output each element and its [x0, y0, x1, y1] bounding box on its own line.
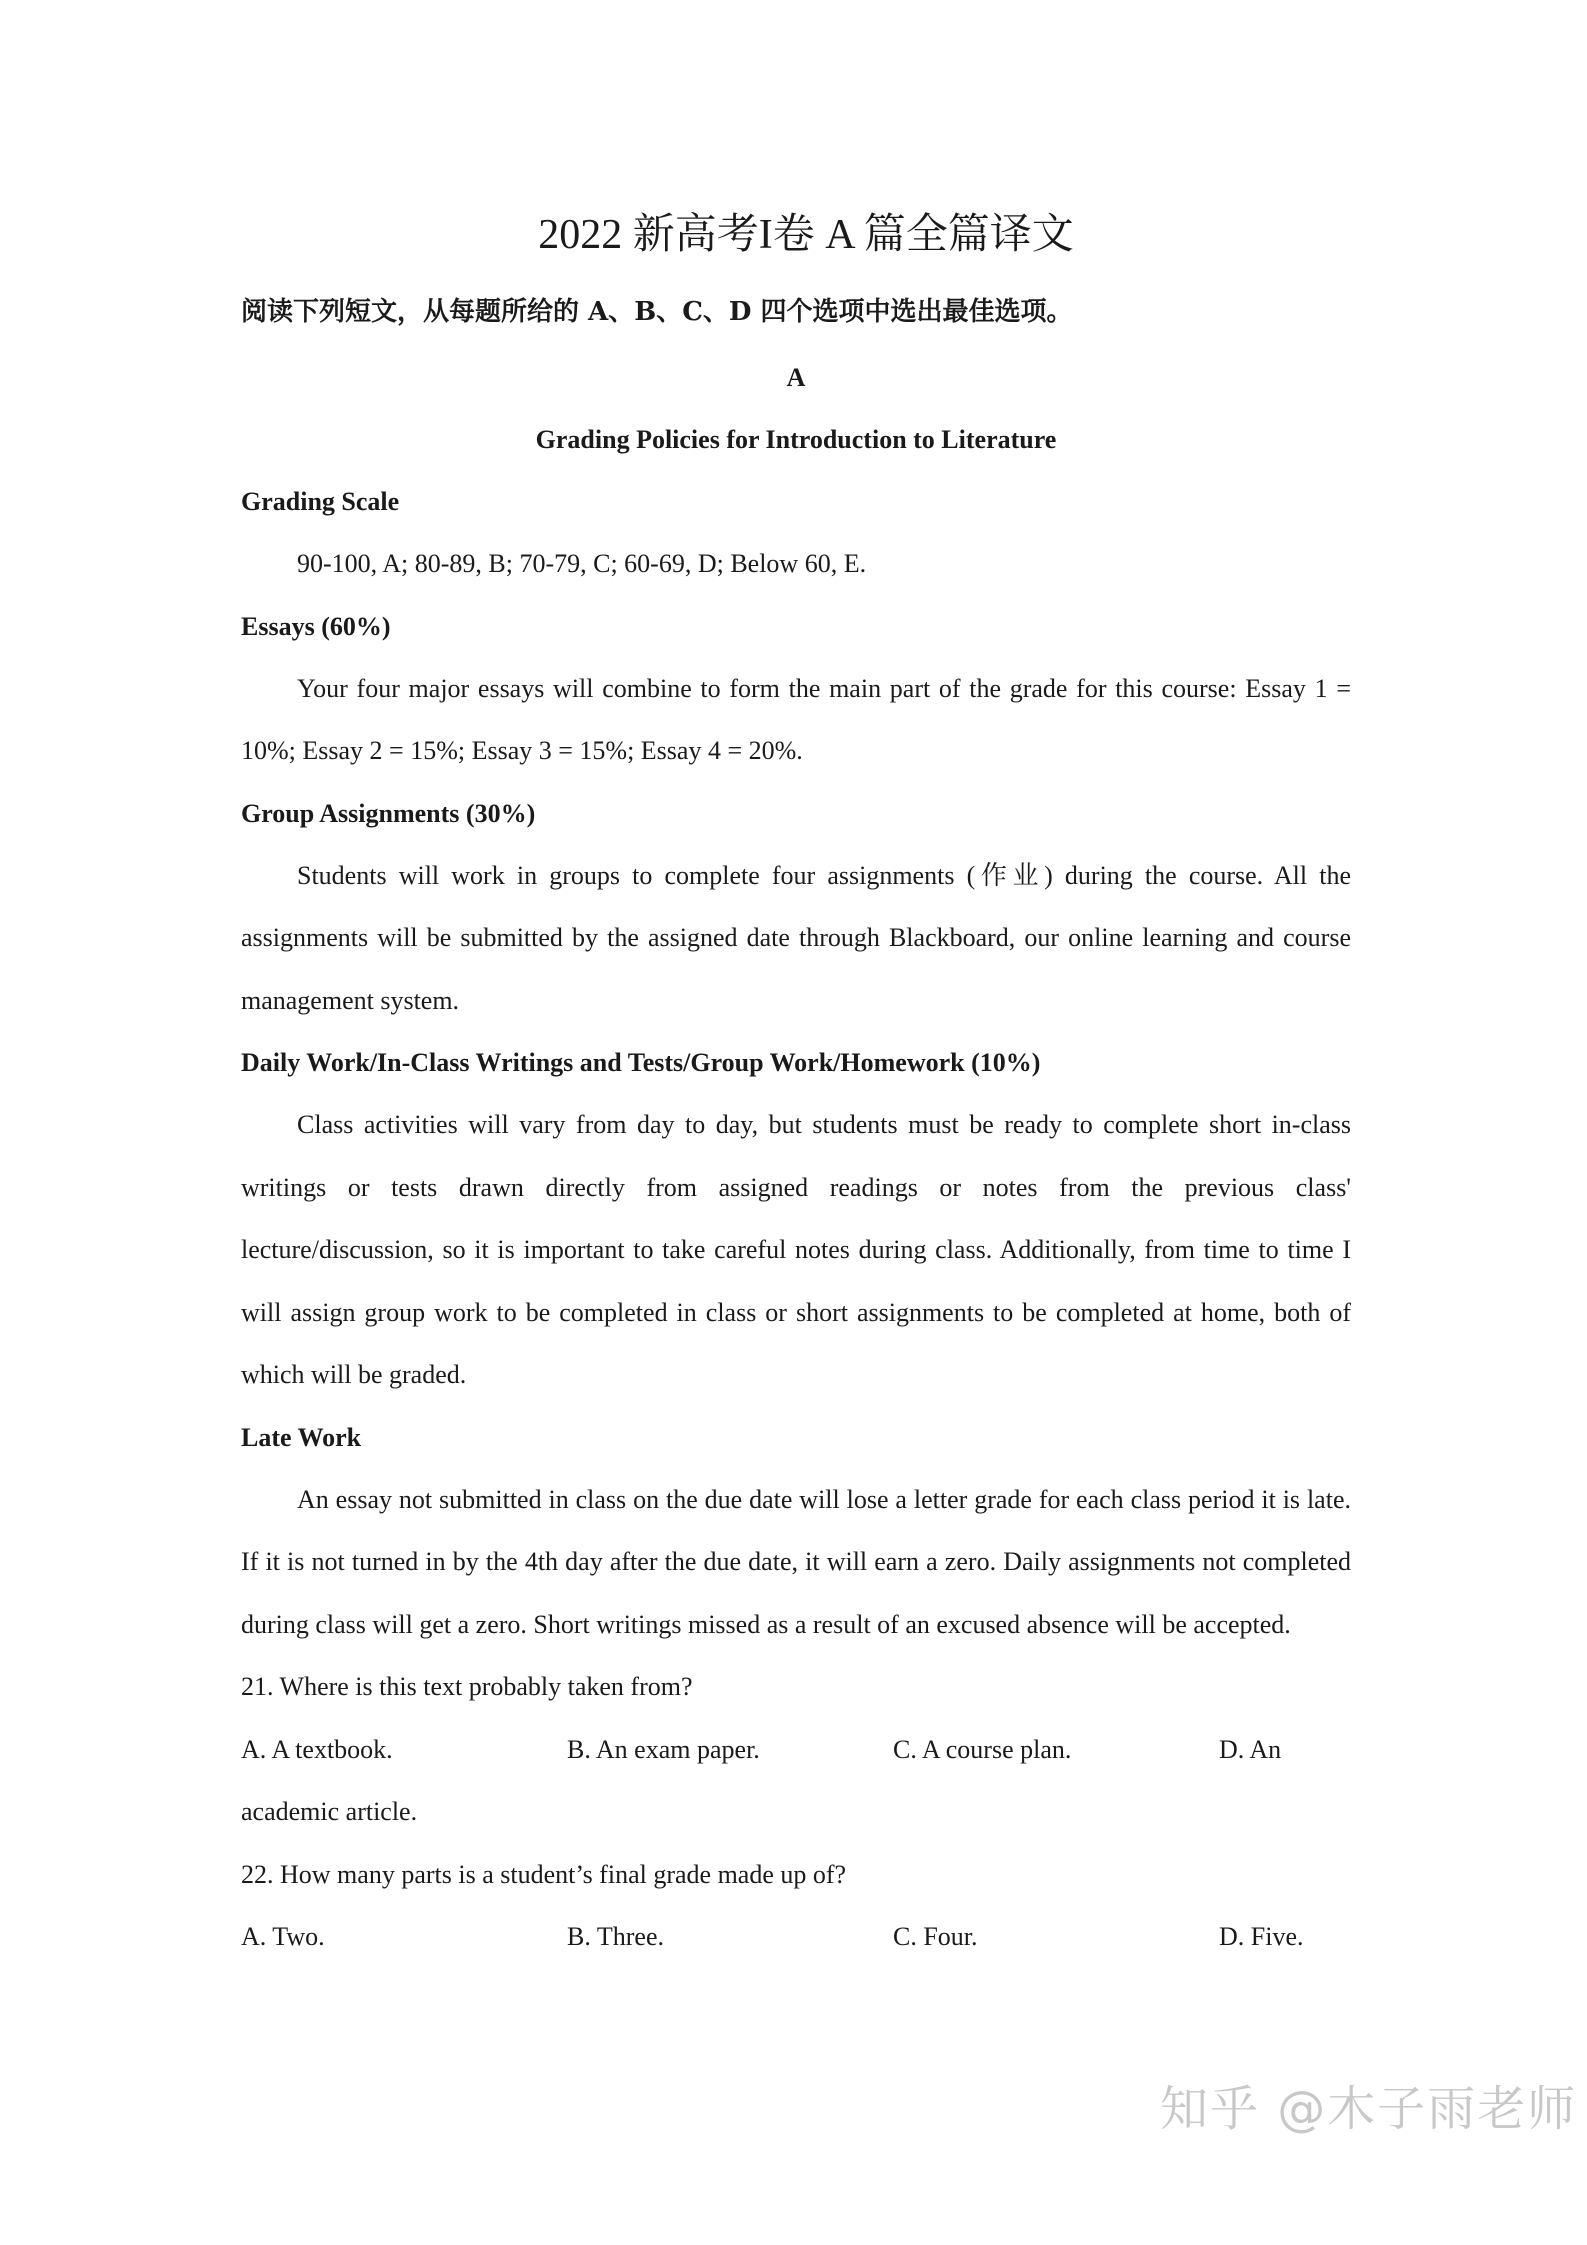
passage-title: Grading Policies for Introduction to Literature	[535, 425, 1057, 454]
section-text-daily-work: Class activities will vary from day to day, but students must be ready to complete short in-class writings or tests drawn directly from assigned readings or notes from the previous class' lecture/discussion, so it is important to take careful notes during class. Additionally, from time to time I will assign group work to be completed in class or short assignments to be completed at home, both of which will be graded.	[241, 1110, 1351, 1389]
question-21-option-d: D. An	[1219, 1734, 1282, 1764]
section-text-group-assignments: Students will work in groups to complete four assignments (作业) during the course. All the assignments will be submitted by the assigned date through Blackboard, our online learning and course management system.	[241, 860, 1351, 1015]
question-21-option-b: B. An exam paper.	[567, 1734, 760, 1764]
section-text-late-work: An essay not submitted in class on the due date will lose a letter grade for each class period it is late. If it is not turned in by the 4th day after the due date, it will earn a zero. Daily assignments not completed during class will get a zero. Short writings missed as a result of an excused absence will be accepted.	[241, 1484, 1351, 1639]
question-21-option-c: C. A course plan.	[893, 1734, 1072, 1764]
question-22-option-c: C. Four.	[893, 1922, 978, 1951]
instruction-text: 阅读下列短文，从每题所给的 A、B、C、D 四个选项中选出最佳选项。	[241, 297, 1073, 327]
question-21-options	[241, 1719, 1351, 1782]
section-heading-daily-work: Daily Work/In-Class Writings and Tests/Group Work/Homework (10%)	[241, 1048, 1041, 1077]
section-text-grading-scale: 90-100, A; 80-89, B; 70-79, C; 60-69, D; Below 60, E.	[297, 549, 867, 578]
section-heading-essays: Essays (60%)	[241, 611, 391, 641]
section-heading-group-assignments: Group Assignments (30%)	[241, 798, 536, 828]
question-22-options	[241, 1906, 1351, 1969]
question-21-option-a: A. A textbook.	[241, 1734, 393, 1764]
question-22-option-d: D. Five.	[1219, 1922, 1304, 1951]
section-heading-grading-scale: Grading Scale	[241, 487, 400, 516]
watermark-text: 知乎 @木子雨老师	[1160, 2081, 1578, 2137]
question-22-option-a: A. Two.	[241, 1922, 325, 1951]
question-21-option-d-continued: academic article.	[241, 1797, 418, 1826]
question-22-option-b: B. Three.	[567, 1922, 664, 1951]
section-heading-late-work: Late Work	[241, 1422, 362, 1452]
section-letter: A	[786, 363, 806, 392]
page-title: 2022 新高考I卷 A 篇全篇译文	[538, 212, 1074, 258]
question-22-stem: 22. How many parts is a student’s final grade made up of?	[241, 1859, 847, 1889]
question-21-stem: 21. Where is this text probably taken from?	[241, 1672, 693, 1701]
document-content	[241, 205, 1351, 1969]
section-text-essays: Your four major essays will combine to form the main part of the grade for this course: Essay 1 = 10%; Essay 2 = 15%; Essay 3 = 15%; Essay 4 = 20%.	[241, 673, 1351, 765]
